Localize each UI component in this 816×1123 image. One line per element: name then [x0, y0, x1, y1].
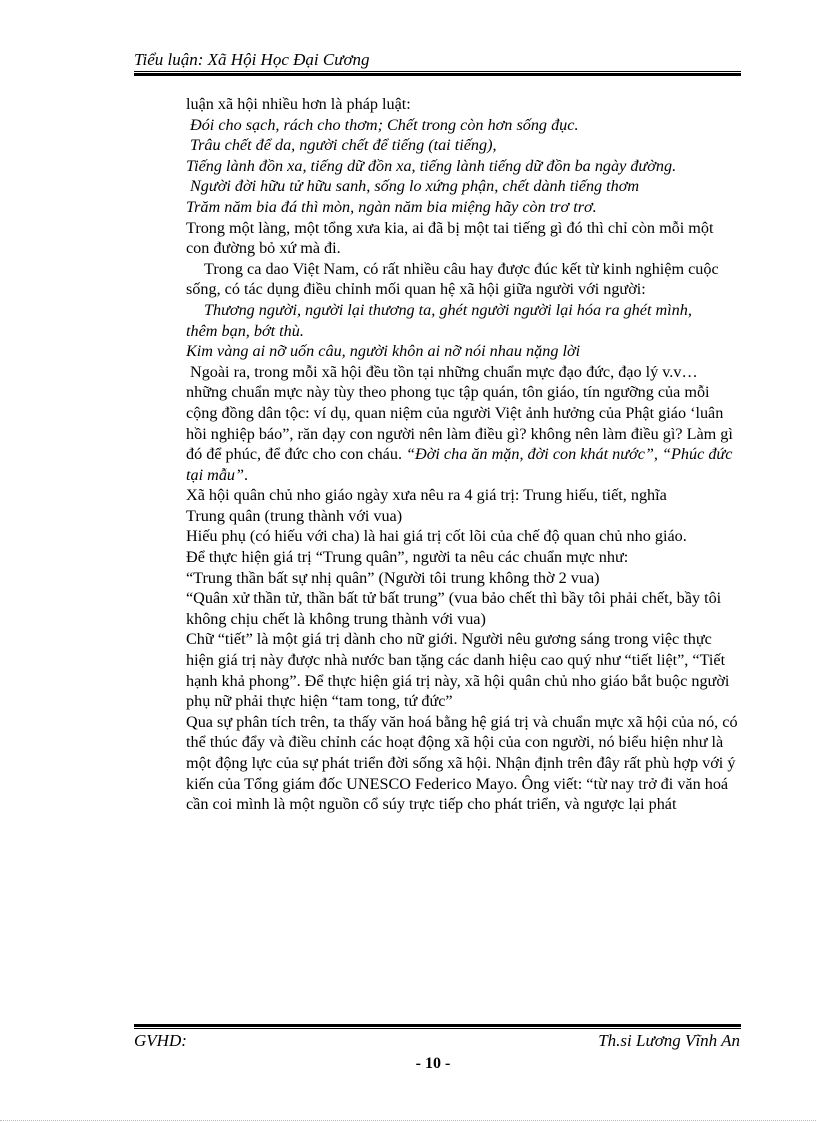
paragraph: “Quân xử thần tử, thần bất tử bất trung” (vua bảo chết thì bầy tôi phải chết, bầy tôi không chịu chết là không trung thành với vua) [186, 589, 722, 628]
paragraph: Để thực hiện giá trị “Trung quân”, người ta nêu các chuẩn mực như: [186, 548, 629, 567]
proverb: Trâu chết để da, người chết để tiếng (tai tiếng), [190, 136, 497, 155]
page-bottom-divider [0, 1120, 816, 1121]
header-rule-thick [134, 73, 741, 76]
footer-rule-thin [134, 1028, 741, 1029]
document-body [186, 94, 738, 815]
page-header-title: Tiểu luận: Xã Hội Học Đại Cương [134, 50, 370, 69]
paragraph: Trong ca dao Việt Nam, có rất nhiều câu hay được đúc kết từ kinh nghiệm cuộc sống, có tác dụng điều chỉnh mối quan hệ xã hội giữa người với người: [186, 259, 719, 299]
paragraph: Trong một làng, một tổng xưa kia, ai đã bị một tai tiếng gì đó thì chỉ còn mỗi một con đường bỏ xứ mà đi. [186, 218, 714, 258]
footer-rule-thick [134, 1024, 741, 1027]
header-rule-thin [134, 71, 741, 72]
proverb: Đói cho sạch, rách cho thơm; Chết trong còn hơn sống đục. [190, 115, 579, 134]
proverb: Tiếng lành đồn xa, tiếng dữ đồn xa, tiếng lành tiếng dữ đồn ba ngày đường. [186, 156, 677, 175]
paragraph [186, 362, 738, 486]
proverb: Thương người, người lại thương ta, ghét người người lại hóa ra ghét mình, [204, 300, 692, 319]
proverb: Người đời hữu tử hữu sanh, sống lo xứng phận, chết dành tiếng thơm [190, 177, 640, 196]
paragraph: Chữ “tiết” là một giá trị dành cho nữ giới. Người nêu gương sáng trong việc thực hiện giá trị này được nhà nước ban tặng các danh hiệu cao quý như “tiết liệt”, “Tiết hạnh khả phong”. Để thực hiện giá trị này, xã hội quân chủ nho giáo bắt buộc người phụ nữ phải thực hiện “tam tong, tứ đức” [186, 630, 730, 711]
paragraph: Trung quân (trung thành với vua) [186, 506, 403, 525]
paragraph: Qua sự phân tích trên, ta thấy văn hoá bằng hệ giá trị và chuẩn mực xã hội của nó, có thể thúc đẩy và điều chỉnh các hoạt động xã hội của con người, nó biểu hiện như là một động lực của sự phát triển đời sống xã hội. Nhận định trên đây rất phù hợp với ý kiến của Tổng giám đốc UNESCO Federico Mayo. Ông viết: “từ nay trở đi văn hoá cần coi mình là một nguồn cổ súy trực tiếp cho phát triển, và ngược lại phát [186, 712, 738, 814]
paragraph: Hiếu phụ (có hiếu với cha) là hai giá trị cốt lõi của chế độ quan chủ nho giáo. [186, 527, 687, 546]
paragraph: Xã hội quân chủ nho giáo ngày xưa nêu ra 4 giá trị: Trung hiếu, tiết, nghĩa [186, 486, 667, 505]
paragraph-text: Ngoài ra, trong mỗi xã hội đều tồn tại những chuẩn mực đạo đức, đạo lý v.v…những chuẩn mực này tùy theo phong tục tập quán, tôn giáo, tín ngưỡng của mỗi cộng đồng dân tộc: ví dụ, quan niệm của người Việt ảnh hưởng của Phật giáo ‘luân hồi nghiệp báo”, răn dạy con người nên làm điều gì? không nên làm điều gì? Làm gì đó để phúc, để đức cho con cháu. [186, 362, 733, 464]
proverb: Trăm năm bia đá thì mòn, ngàn năm bia miệng hãy còn trơ trơ. [186, 197, 597, 216]
paragraph: “Trung thần bất sự nhị quân” (Người tôi trung không thờ 2 vua) [186, 568, 600, 587]
footer-advisor-label: GVHD: [134, 1031, 187, 1050]
paragraph-end: . [244, 465, 249, 484]
proverb: Kim vàng ai nỡ uốn câu, người khôn ai nỡ nói nhau nặng lời [186, 342, 581, 361]
quote-inline: “Đời cha ăn mặn, đời con khát nước”, “Phúc đức tại mẫu” [186, 445, 733, 484]
footer-advisor-name: Th.si Lương Vĩnh An [598, 1031, 740, 1050]
page-number: - 10 - [415, 1055, 451, 1072]
paragraph: luận xã hội nhiều hơn là pháp luật: [186, 95, 411, 113]
proverb: thêm bạn, bớt thù. [186, 321, 304, 340]
